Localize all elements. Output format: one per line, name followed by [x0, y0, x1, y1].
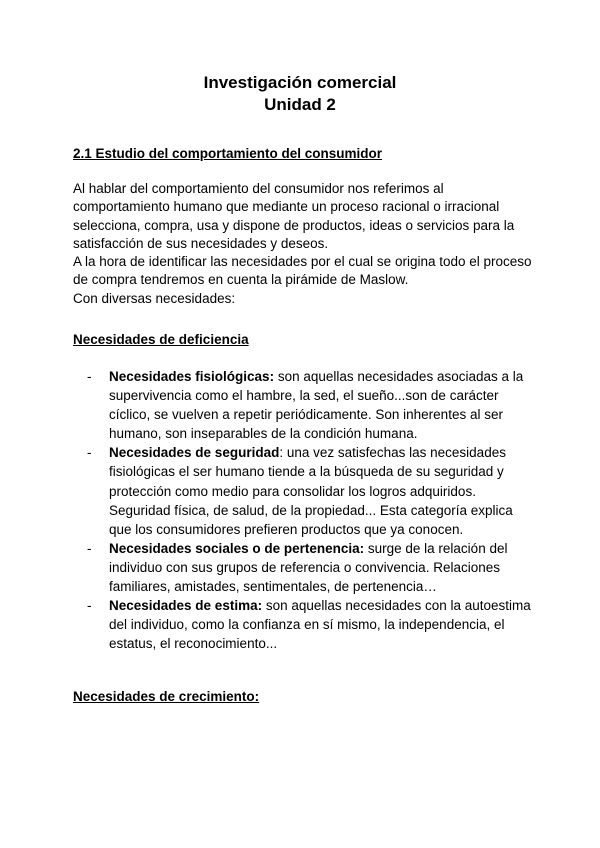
list-item — [73, 443, 535, 538]
list-item-text: son aquellas necesidades asociadas a la supervivencia como el hambre, la sed, el sueño...son de carácter cíclico, se vuelven a repetir periódicamente. Son inherentes al ser humano, son inseparables de la condición humana. — [109, 369, 524, 442]
list-item-term: Necesidades de seguridad — [109, 445, 280, 461]
bullet-dash: - — [87, 369, 92, 384]
list-item-text: : una vez satisfechas las necesidades fisiológicas el ser humano tiende a la búsqueda de su seguridad y protección como medio para consolidar los logros adquiridos. Seguridad física, de salud, de la propiedad... Esta categoría explica que los consumidores prefieren productos que ya conocen. — [109, 445, 513, 537]
list-item-text: surge de la relación del individuo con sus grupos de referencia o convivencia. Relaciones familiares, amistades, sentimentales, de pertenencia… — [109, 540, 508, 595]
intro-paragraph-2: A la hora de identificar las necesidades por el cual se origina todo el proceso de compra tendremos en cuenta la pirámide de Maslow. — [73, 254, 532, 288]
intro-paragraph-3: Con diversas necesidades: — [73, 290, 236, 306]
list-item — [73, 596, 535, 653]
list-item-text: son aquellas necesidades con la autoestima del individuo, como la confianza en sí mismo, la independencia, el estatus, el reconocimiento... — [109, 598, 531, 652]
document-title — [0, 72, 600, 116]
title-line-1: Investigación comercial — [203, 73, 397, 92]
section-heading: 2.1 Estudio del comportamiento del consumidor — [73, 146, 383, 161]
growth-heading: Necesidades de crecimiento: — [73, 689, 260, 704]
deficiency-needs-list — [73, 367, 535, 653]
list-item — [73, 539, 535, 596]
deficiency-heading: Necesidades de deficiencia — [73, 332, 249, 347]
list-item-term: Necesidades sociales o de pertenencia: — [109, 540, 365, 556]
intro-paragraph-1: Al hablar del comportamiento del consumidor nos referimos al comportamiento humano que mediante un proceso racional o irracional selecciona, compra, usa y dispone de productos, ideas o servicios para la satisfacción de sus necesidades y deseos. — [73, 181, 515, 251]
list-item-term: Necesidades fisiológicas: — [109, 369, 275, 384]
intro-text — [73, 180, 533, 308]
bullet-dash: - — [87, 598, 92, 614]
title-line-2: Unidad 2 — [264, 95, 336, 114]
bullet-dash: - — [87, 445, 92, 461]
list-item-term: Necesidades de estima: — [109, 598, 263, 614]
bullet-dash: - — [87, 540, 92, 556]
list-item — [73, 367, 535, 443]
